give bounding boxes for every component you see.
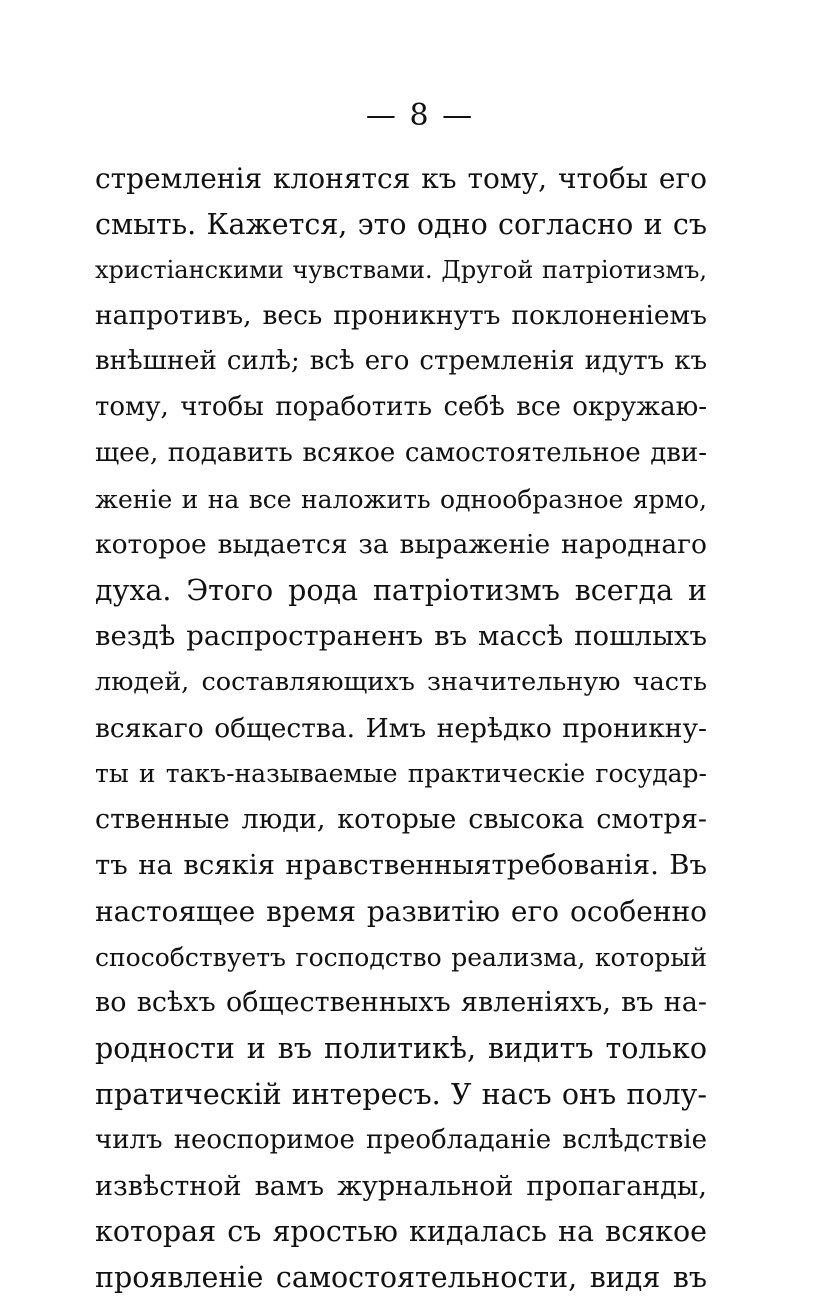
text-line: тому, чтобы поработить себѣ все окружаю- [95,391,707,422]
text-line: людей, составляющихъ значительную часть [95,666,707,697]
text-line: которое выдается за выраженіе народнаго [95,529,707,561]
text-line: чилъ неоспоримое преобладаніе вслѣдствіе [95,1124,707,1155]
text-line: настоящее время развитію его особенно [95,894,707,928]
text-line: внѣшней силѣ; всѣ его стремленія идутъ къ [95,346,707,377]
body-text [95,156,707,1301]
text-line: щее, подавить всякое самостоятельное дви- [95,437,707,468]
text-line: духа. Этого рода патріотизмъ всегда и [95,574,707,608]
text-line: проявленіе самостоятельности, видя въ [95,1261,707,1295]
text-line: женіе и на все наложить однообразное ярмо, [95,484,707,514]
text-line: ственные люди, которые свысока смотря- [95,804,707,836]
text-line: вездѣ распространенъ въ массѣ пошлыхъ [95,619,707,652]
text-line: способствуетъ господство реализма, который [95,942,707,972]
text-line: во всѣхъ общественныхъ явленіяхъ, въ на- [95,987,707,1019]
text-line: пратическій интересъ. У насъ онъ полу- [95,1077,707,1111]
text-line: которая съ яростью кидалась на всякое [95,1215,707,1249]
text-line: всякаго общества. Имъ нерѣдко проникну- [95,712,707,744]
text-line: ты и такъ-называемые практическіе государ- [95,759,707,789]
text-line: родности и въ политикѣ, видитъ только [95,1032,707,1066]
text-line: смыть. Кажется, это одно согласно и съ [95,207,707,241]
text-line: тъ на всякія нравственныятребованія. Въ [95,848,707,881]
page-number: — 8 — [365,98,475,133]
text-line: извѣстной вамъ журнальной пропаганды, [95,1170,707,1202]
text-line: христіанскими чувствами. Другой патріотизмъ, [95,255,707,284]
text-line: напротивъ, весь проникнутъ поклоненіемъ [95,300,707,332]
text-line: стремленія клонятся къ тому, чтобы его [95,162,707,195]
